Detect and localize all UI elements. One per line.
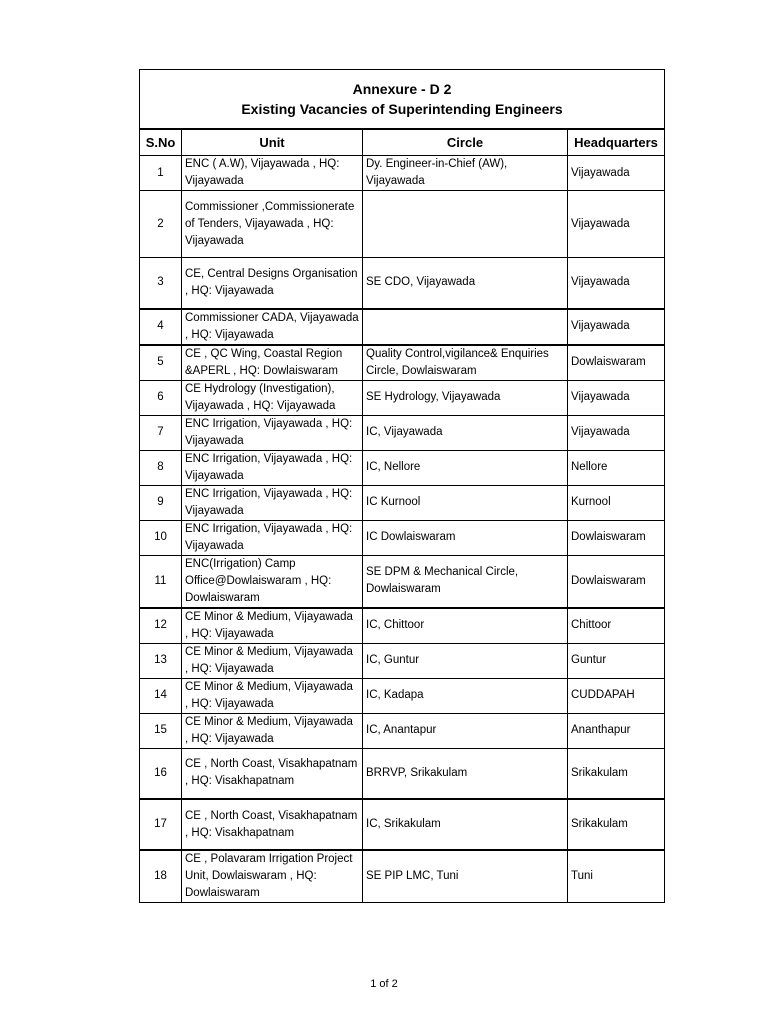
cell-circle: IC, Kadapa xyxy=(363,678,568,713)
table-row xyxy=(140,380,665,415)
table-row xyxy=(140,643,665,678)
table-row xyxy=(140,415,665,450)
cell-unit: Commissioner ,Commissionerate of Tenders, Vijayawada , HQ: Vijayawada xyxy=(182,191,363,258)
cell-headquarters: Vijayawada xyxy=(568,258,665,309)
cell-circle: IC, Anantapur xyxy=(363,713,568,748)
cell-circle: Dy. Engineer-in-Chief (AW), Vijayawada xyxy=(363,156,568,191)
table-title xyxy=(140,70,665,129)
cell-circle: BRRVP, Srikakulam xyxy=(363,748,568,799)
cell-sno: 11 xyxy=(140,555,182,608)
table-row xyxy=(140,748,665,799)
vacancies-table xyxy=(139,69,665,903)
cell-sno: 14 xyxy=(140,678,182,713)
cell-circle xyxy=(363,309,568,345)
table-row xyxy=(140,555,665,608)
cell-sno: 1 xyxy=(140,156,182,191)
cell-unit: CE Hydrology (Investigation), Vijayawada , HQ: Vijayawada xyxy=(182,380,363,415)
cell-sno: 5 xyxy=(140,345,182,381)
table-row xyxy=(140,258,665,309)
cell-headquarters: Dowlaiswaram xyxy=(568,345,665,381)
cell-circle: IC, Srikakulam xyxy=(363,799,568,850)
cell-unit: ENC(Irrigation) Camp Office@Dowlaiswaram , HQ: Dowlaiswaram xyxy=(182,555,363,608)
cell-sno: 7 xyxy=(140,415,182,450)
table-row xyxy=(140,799,665,850)
col-header-sno: S.No xyxy=(140,129,182,156)
cell-circle: IC, Guntur xyxy=(363,643,568,678)
cell-sno: 4 xyxy=(140,309,182,345)
cell-headquarters: Vijayawada xyxy=(568,380,665,415)
cell-headquarters: Dowlaiswaram xyxy=(568,520,665,555)
cell-unit: CE Minor & Medium, Vijayawada , HQ: Vijayawada xyxy=(182,678,363,713)
cell-circle: IC Dowlaiswaram xyxy=(363,520,568,555)
cell-sno: 18 xyxy=(140,850,182,903)
cell-unit: Commissioner CADA, Vijayawada , HQ: Vijayawada xyxy=(182,309,363,345)
cell-unit: CE, Central Designs Organisation , HQ: Vijayawada xyxy=(182,258,363,309)
cell-sno: 10 xyxy=(140,520,182,555)
cell-circle: SE DPM & Mechanical Circle, Dowlaiswaram xyxy=(363,555,568,608)
table-row xyxy=(140,608,665,644)
cell-headquarters: CUDDAPAH xyxy=(568,678,665,713)
cell-headquarters: Srikakulam xyxy=(568,799,665,850)
table-heading: Existing Vacancies of Superintending Engineers xyxy=(241,100,563,117)
cell-unit: CE Minor & Medium, Vijayawada , HQ: Vijayawada xyxy=(182,643,363,678)
cell-circle: Quality Control,vigilance& Enquiries Circle, Dowlaiswaram xyxy=(363,345,568,381)
cell-sno: 3 xyxy=(140,258,182,309)
cell-headquarters: Ananthapur xyxy=(568,713,665,748)
cell-sno: 6 xyxy=(140,380,182,415)
cell-circle: IC, Nellore xyxy=(363,450,568,485)
table-row xyxy=(140,520,665,555)
table-row xyxy=(140,485,665,520)
cell-headquarters: Kurnool xyxy=(568,485,665,520)
cell-circle xyxy=(363,191,568,258)
cell-sno: 17 xyxy=(140,799,182,850)
cell-unit: CE , North Coast, Visakhapatnam , HQ: Visakhapatnam xyxy=(182,799,363,850)
cell-sno: 8 xyxy=(140,450,182,485)
cell-unit: ENC ( A.W), Vijayawada , HQ: Vijayawada xyxy=(182,156,363,191)
cell-circle: IC, Vijayawada xyxy=(363,415,568,450)
cell-circle: SE Hydrology, Vijayawada xyxy=(363,380,568,415)
cell-circle: SE PIP LMC, Tuni xyxy=(363,850,568,903)
table-row xyxy=(140,678,665,713)
cell-headquarters: Tuni xyxy=(568,850,665,903)
cell-sno: 2 xyxy=(140,191,182,258)
table-row xyxy=(140,850,665,903)
table-row xyxy=(140,309,665,345)
cell-headquarters: Dowlaiswaram xyxy=(568,555,665,608)
cell-unit: CE Minor & Medium, Vijayawada , HQ: Vijayawada xyxy=(182,608,363,644)
cell-headquarters: Chittoor xyxy=(568,608,665,644)
page-number: 1 of 2 xyxy=(370,978,398,990)
col-header-headquarters: Headquarters xyxy=(568,129,665,156)
header-row xyxy=(140,129,665,156)
cell-sno: 13 xyxy=(140,643,182,678)
cell-unit: CE Minor & Medium, Vijayawada , HQ: Vijayawada xyxy=(182,713,363,748)
table-row xyxy=(140,450,665,485)
annexure-label: Annexure - D 2 xyxy=(352,80,452,97)
cell-sno: 12 xyxy=(140,608,182,644)
cell-circle: IC Kurnool xyxy=(363,485,568,520)
cell-headquarters: Vijayawada xyxy=(568,415,665,450)
cell-unit: ENC Irrigation, Vijayawada , HQ: Vijayawada xyxy=(182,450,363,485)
cell-headquarters: Vijayawada xyxy=(568,191,665,258)
cell-circle: IC, Chittoor xyxy=(363,608,568,644)
table-row xyxy=(140,191,665,258)
cell-unit: ENC Irrigation, Vijayawada , HQ: Vijayawada xyxy=(182,485,363,520)
table-row xyxy=(140,345,665,381)
cell-headquarters: Guntur xyxy=(568,643,665,678)
cell-sno: 16 xyxy=(140,748,182,799)
cell-headquarters: Nellore xyxy=(568,450,665,485)
cell-sno: 15 xyxy=(140,713,182,748)
cell-sno: 9 xyxy=(140,485,182,520)
title-row xyxy=(140,70,665,129)
cell-circle: SE CDO, Vijayawada xyxy=(363,258,568,309)
cell-headquarters: Vijayawada xyxy=(568,309,665,345)
cell-unit: CE , Polavaram Irrigation Project Unit, Dowlaiswaram , HQ: Dowlaiswaram xyxy=(182,850,363,903)
cell-headquarters: Vijayawada xyxy=(568,156,665,191)
cell-unit: ENC Irrigation, Vijayawada , HQ: Vijayawada xyxy=(182,415,363,450)
cell-unit: ENC Irrigation, Vijayawada , HQ: Vijayawada xyxy=(182,520,363,555)
cell-unit: CE , North Coast, Visakhapatnam , HQ: Visakhapatnam xyxy=(182,748,363,799)
col-header-circle: Circle xyxy=(363,129,568,156)
col-header-unit: Unit xyxy=(182,129,363,156)
cell-unit: CE , QC Wing, Coastal Region &APERL , HQ: Dowlaiswaram xyxy=(182,345,363,381)
cell-headquarters: Srikakulam xyxy=(568,748,665,799)
table-row xyxy=(140,156,665,191)
table-row xyxy=(140,713,665,748)
